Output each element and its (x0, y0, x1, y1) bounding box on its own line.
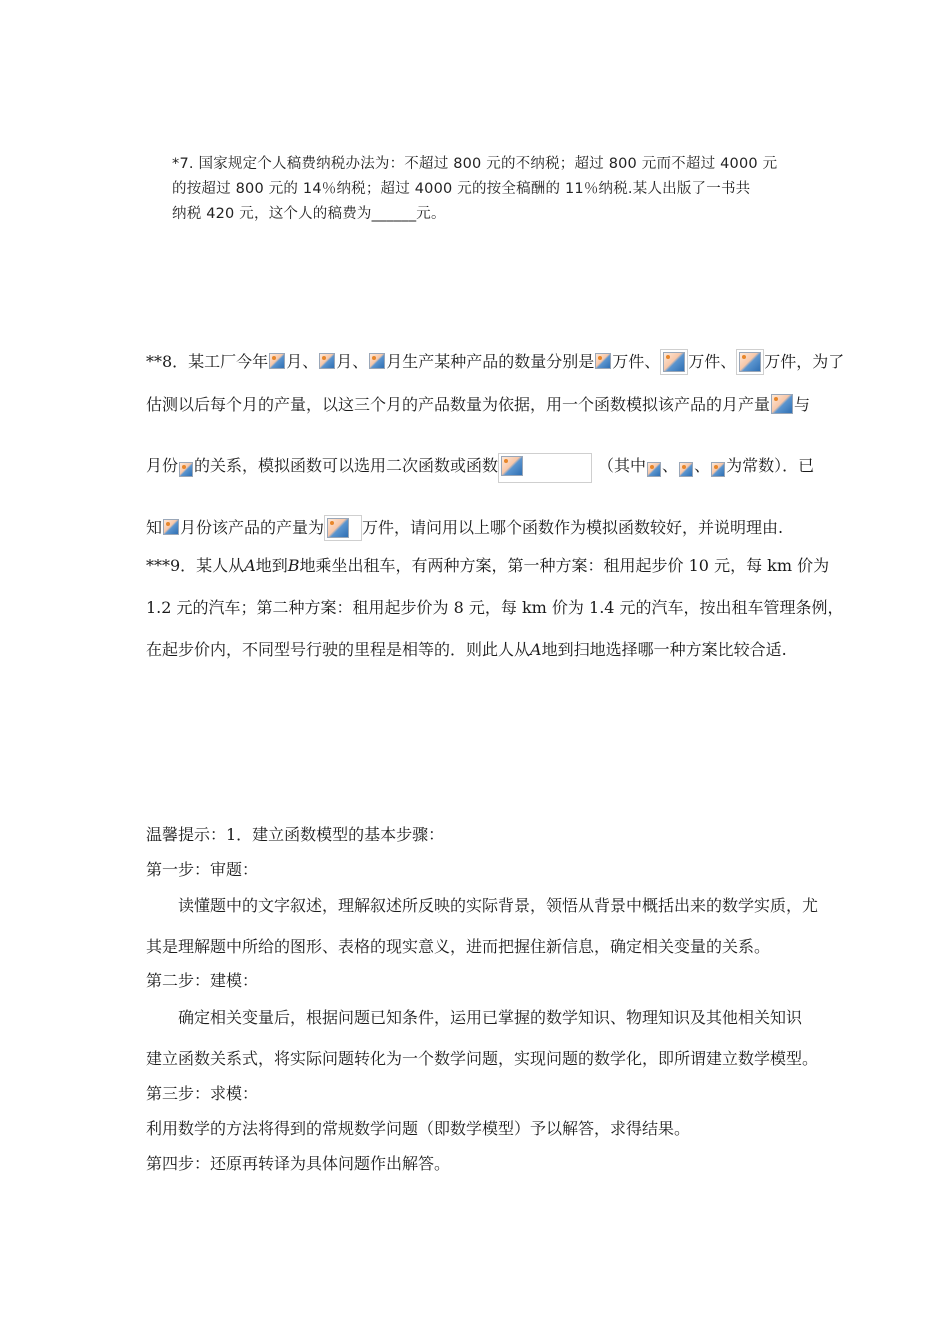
formula-image-icon (319, 353, 335, 369)
tips-title: 温馨提示：1．建立函数模型的基本步骤： (146, 825, 445, 844)
step-2-text-1: 确定相关变量后，根据问题已知条件，运用已掌握的数学知识、物理知识及其他相关知识 (178, 1008, 803, 1027)
formula-image-icon (327, 518, 349, 538)
text: 与 (794, 395, 811, 414)
text: ***9．某人从 (146, 556, 245, 575)
text: 月、 (286, 352, 319, 371)
formula-image-icon (269, 353, 285, 369)
step-1-heading: 第一步：审题： (146, 860, 259, 879)
formula-image-icon (179, 462, 193, 477)
formula-image-icon (663, 352, 685, 372)
text: 估测以后每个月的产量，以这三个月的产品数量为依据，用一个函数模拟该产品的月产量 (146, 395, 771, 414)
formula-image-icon (739, 352, 761, 372)
step-2-text-2: 建立函数关系式，将实际问题转化为一个数学问题，实现问题的数学化，即所谓建立数学模型。 (146, 1049, 819, 1068)
formula-image-box (498, 453, 592, 483)
text: 地到扫地选择哪一种方案比较合适. (541, 640, 787, 659)
text: 月份该产品的产量为 (180, 518, 325, 537)
problem-8-line-3 (146, 453, 814, 483)
text: 万件，为了 (764, 352, 845, 371)
step-3-heading: 第三步：求模： (146, 1084, 259, 1103)
step-1-text-1: 读懂题中的文字叙述，理解叙述所反映的实际背景，领悟从背景中概括出来的数学实质，尤 (178, 896, 819, 915)
formula-image-icon (711, 462, 725, 477)
step-4-heading: 第四步：还原再转译为具体问题作出解答。 (146, 1154, 451, 1173)
formula-image-box (736, 349, 764, 375)
step-2-heading: 第二步：建模： (146, 971, 259, 990)
problem-8-line-2 (146, 392, 810, 415)
text: 月、 (336, 352, 369, 371)
text: 、 (662, 456, 679, 475)
text: **8．某工厂今年 (146, 352, 269, 371)
point-b: B (287, 556, 300, 575)
problem-9-line-2: 1.2 元的汽车；第二种方案：租用起步价为 8 元，每 km 价为 1.4 元的汽车，按出租车管理条例， (146, 598, 844, 617)
text: 万件、 (612, 352, 661, 371)
formula-image-box (660, 349, 688, 375)
text: 、 (694, 456, 711, 475)
text: 知 (146, 518, 163, 537)
formula-image-icon (369, 353, 385, 369)
step-1-text-2: 其是理解题中所给的图形、表格的现实意义，进而把握住新信息，确定相关变量的关系。 (146, 937, 771, 956)
problem-7 (172, 152, 812, 227)
text: 在起步价内，不同型号行驶的里程是相等的．则此人从 (146, 640, 531, 659)
problem-7-line-3: 纳税 420 元，这个人的稿费为______元。 (172, 206, 446, 222)
formula-image-icon (679, 462, 693, 477)
formula-image-icon (163, 519, 179, 535)
point-a: A (244, 556, 256, 575)
point-a: A (530, 640, 542, 659)
text: 地到 (255, 556, 288, 575)
formula-image-icon (595, 353, 611, 369)
formula-image-icon (647, 462, 661, 477)
formula-image-icon (501, 456, 523, 476)
problem-8-line-4 (146, 515, 783, 541)
text: 月份 (146, 456, 179, 475)
problem-7-line-1: *7. 国家规定个人稿费纳税办法为：不超过 800 元的不纳税；超过 800 元而不超过 4000 元 (172, 156, 778, 172)
problem-7-line-2: 的按超过 800 元的 14％纳税；超过 4000 元的按全稿酬的 11％纳税.某人出版了一书共 (172, 181, 751, 197)
problem-9-line-3 (146, 637, 787, 660)
text: 万件、 (688, 352, 737, 371)
problem-9-line-1 (146, 553, 829, 576)
text: （其中 (598, 456, 647, 475)
step-3-text-1: 利用数学的方法将得到的常规数学问题（即数学模型）予以解答，求得结果。 (146, 1119, 691, 1138)
text: 地乘坐出租车，有两种方案，第一种方案：租用起步价 10 元，每 km 价为 (299, 556, 830, 575)
problem-8-line-1 (146, 349, 844, 375)
text: 的关系，模拟函数可以选用二次函数或函数 (194, 456, 499, 475)
text: 万件，请问用以上哪个函数作为模拟函数较好，并说明理由. (362, 518, 784, 537)
text: 为常数）．已 (726, 456, 815, 475)
text: 月生产某种产品的数量分别是 (386, 352, 595, 371)
formula-image-box (324, 515, 362, 541)
formula-image-icon (771, 394, 793, 414)
